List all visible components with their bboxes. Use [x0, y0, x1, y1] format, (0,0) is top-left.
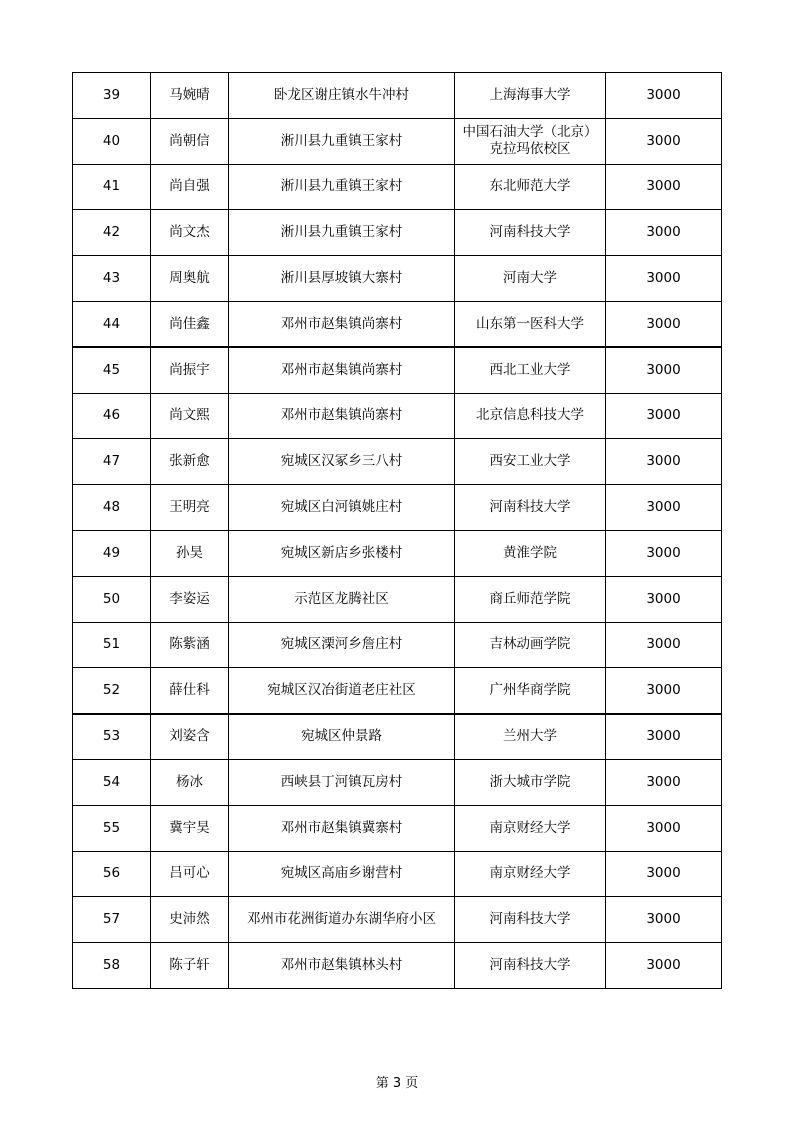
- name-cell: 马婉晴: [151, 73, 229, 119]
- address-cell: 淅川县九重镇王家村: [229, 210, 455, 256]
- row-number-cell: 58: [73, 943, 151, 989]
- name-cell: 王明亮: [151, 485, 229, 531]
- address-cell: 邓州市赵集镇林头村: [229, 943, 455, 989]
- amount-cell: 3000: [606, 759, 722, 805]
- school-cell: 兰州大学: [455, 714, 606, 760]
- address-cell: 宛城区溧河乡詹庄村: [229, 622, 455, 668]
- address-cell: 宛城区白河镇姚庄村: [229, 485, 455, 531]
- school-cell: 河南科技大学: [455, 943, 606, 989]
- row-number-cell: 50: [73, 576, 151, 622]
- school-cell: 黄淮学院: [455, 530, 606, 576]
- school-cell: 河南科技大学: [455, 485, 606, 531]
- name-cell: 孙昊: [151, 530, 229, 576]
- school-cell: 中国石油大学（北京）克拉玛依校区: [455, 118, 606, 164]
- row-number-cell: 40: [73, 118, 151, 164]
- name-cell: 陈紫涵: [151, 622, 229, 668]
- school-cell: 河南科技大学: [455, 897, 606, 943]
- row-number-cell: 51: [73, 622, 151, 668]
- table-row: [73, 439, 722, 485]
- amount-cell: 3000: [606, 485, 722, 531]
- address-cell: 邓州市赵集镇尚寨村: [229, 347, 455, 393]
- school-cell: 河南科技大学: [455, 210, 606, 256]
- row-number-cell: 45: [73, 347, 151, 393]
- amount-cell: 3000: [606, 576, 722, 622]
- table-row: [73, 73, 722, 119]
- name-cell: 尚振宇: [151, 347, 229, 393]
- table-row: [73, 576, 722, 622]
- name-cell: 刘姿含: [151, 714, 229, 760]
- address-cell: 宛城区汉冶街道老庄社区: [229, 668, 455, 714]
- row-number-cell: 43: [73, 256, 151, 302]
- table-row: [73, 805, 722, 851]
- address-cell: 淅川县九重镇王家村: [229, 164, 455, 210]
- table-row: [73, 714, 722, 760]
- name-cell: 冀宇昊: [151, 805, 229, 851]
- row-number-cell: 55: [73, 805, 151, 851]
- address-cell: 淅川县九重镇王家村: [229, 118, 455, 164]
- amount-cell: 3000: [606, 668, 722, 714]
- address-cell: 卧龙区谢庄镇水牛冲村: [229, 73, 455, 119]
- amount-cell: 3000: [606, 714, 722, 760]
- table-row: [73, 118, 722, 164]
- name-cell: 尚文熙: [151, 393, 229, 439]
- table-row: [73, 393, 722, 439]
- table-row: [73, 530, 722, 576]
- table-row: [73, 943, 722, 989]
- amount-cell: 3000: [606, 301, 722, 347]
- school-cell: 浙大城市学院: [455, 759, 606, 805]
- school-cell: 东北师范大学: [455, 164, 606, 210]
- amount-cell: 3000: [606, 439, 722, 485]
- school-cell: 南京财经大学: [455, 805, 606, 851]
- table-row: [73, 210, 722, 256]
- amount-cell: 3000: [606, 622, 722, 668]
- amount-cell: 3000: [606, 118, 722, 164]
- school-cell: 商丘师范学院: [455, 576, 606, 622]
- row-number-cell: 54: [73, 759, 151, 805]
- address-cell: 宛城区高庙乡谢营村: [229, 851, 455, 897]
- row-number-cell: 56: [73, 851, 151, 897]
- address-cell: 邓州市赵集镇尚寨村: [229, 301, 455, 347]
- table-row: [73, 301, 722, 347]
- page-number: 第 3 页: [375, 1076, 419, 1091]
- name-cell: 尚佳鑫: [151, 301, 229, 347]
- address-cell: 示范区龙腾社区: [229, 576, 455, 622]
- address-cell: 邓州市赵集镇冀寨村: [229, 805, 455, 851]
- school-cell: 山东第一医科大学: [455, 301, 606, 347]
- table-row: [73, 622, 722, 668]
- table-row: [73, 347, 722, 393]
- amount-cell: 3000: [606, 805, 722, 851]
- row-number-cell: 57: [73, 897, 151, 943]
- name-cell: 周奥航: [151, 256, 229, 302]
- table-row: [73, 759, 722, 805]
- table-row: [73, 256, 722, 302]
- address-cell: 邓州市花洲街道办东湖华府小区: [229, 897, 455, 943]
- school-cell: 河南大学: [455, 256, 606, 302]
- address-cell: 西峡县丁河镇瓦房村: [229, 759, 455, 805]
- school-cell: 广州华商学院: [455, 668, 606, 714]
- row-number-cell: 49: [73, 530, 151, 576]
- row-number-cell: 48: [73, 485, 151, 531]
- amount-cell: 3000: [606, 943, 722, 989]
- amount-cell: 3000: [606, 256, 722, 302]
- name-cell: 尚朝信: [151, 118, 229, 164]
- address-cell: 淅川县厚坡镇大寨村: [229, 256, 455, 302]
- row-number-cell: 42: [73, 210, 151, 256]
- school-cell: 北京信息科技大学: [455, 393, 606, 439]
- name-cell: 杨冰: [151, 759, 229, 805]
- table-row: [73, 485, 722, 531]
- table-row: [73, 897, 722, 943]
- name-cell: 张新愈: [151, 439, 229, 485]
- row-number-cell: 53: [73, 714, 151, 760]
- name-cell: 史沛然: [151, 897, 229, 943]
- school-cell: 西安工业大学: [455, 439, 606, 485]
- table-row: [73, 668, 722, 714]
- amount-cell: 3000: [606, 73, 722, 119]
- amount-cell: 3000: [606, 393, 722, 439]
- school-cell: 上海海事大学: [455, 73, 606, 119]
- name-cell: 李姿运: [151, 576, 229, 622]
- amount-cell: 3000: [606, 164, 722, 210]
- amount-cell: 3000: [606, 347, 722, 393]
- address-cell: 宛城区仲景路: [229, 714, 455, 760]
- row-number-cell: 52: [73, 668, 151, 714]
- name-cell: 吕可心: [151, 851, 229, 897]
- row-number-cell: 39: [73, 73, 151, 119]
- amount-cell: 3000: [606, 530, 722, 576]
- name-cell: 陈子轩: [151, 943, 229, 989]
- name-cell: 薛仕科: [151, 668, 229, 714]
- amount-cell: 3000: [606, 897, 722, 943]
- address-cell: 宛城区新店乡张楼村: [229, 530, 455, 576]
- table-row: [73, 164, 722, 210]
- school-cell: 吉林动画学院: [455, 622, 606, 668]
- row-number-cell: 44: [73, 301, 151, 347]
- address-cell: 宛城区汉冢乡三八村: [229, 439, 455, 485]
- table-row: [73, 851, 722, 897]
- amount-cell: 3000: [606, 210, 722, 256]
- amount-cell: 3000: [606, 851, 722, 897]
- name-cell: 尚自强: [151, 164, 229, 210]
- name-cell: 尚文杰: [151, 210, 229, 256]
- recipient-table: [72, 72, 722, 989]
- row-number-cell: 46: [73, 393, 151, 439]
- row-number-cell: 41: [73, 164, 151, 210]
- row-number-cell: 47: [73, 439, 151, 485]
- recipient-table-body: [73, 73, 722, 989]
- school-cell: 南京财经大学: [455, 851, 606, 897]
- address-cell: 邓州市赵集镇尚寨村: [229, 393, 455, 439]
- school-cell: 西北工业大学: [455, 347, 606, 393]
